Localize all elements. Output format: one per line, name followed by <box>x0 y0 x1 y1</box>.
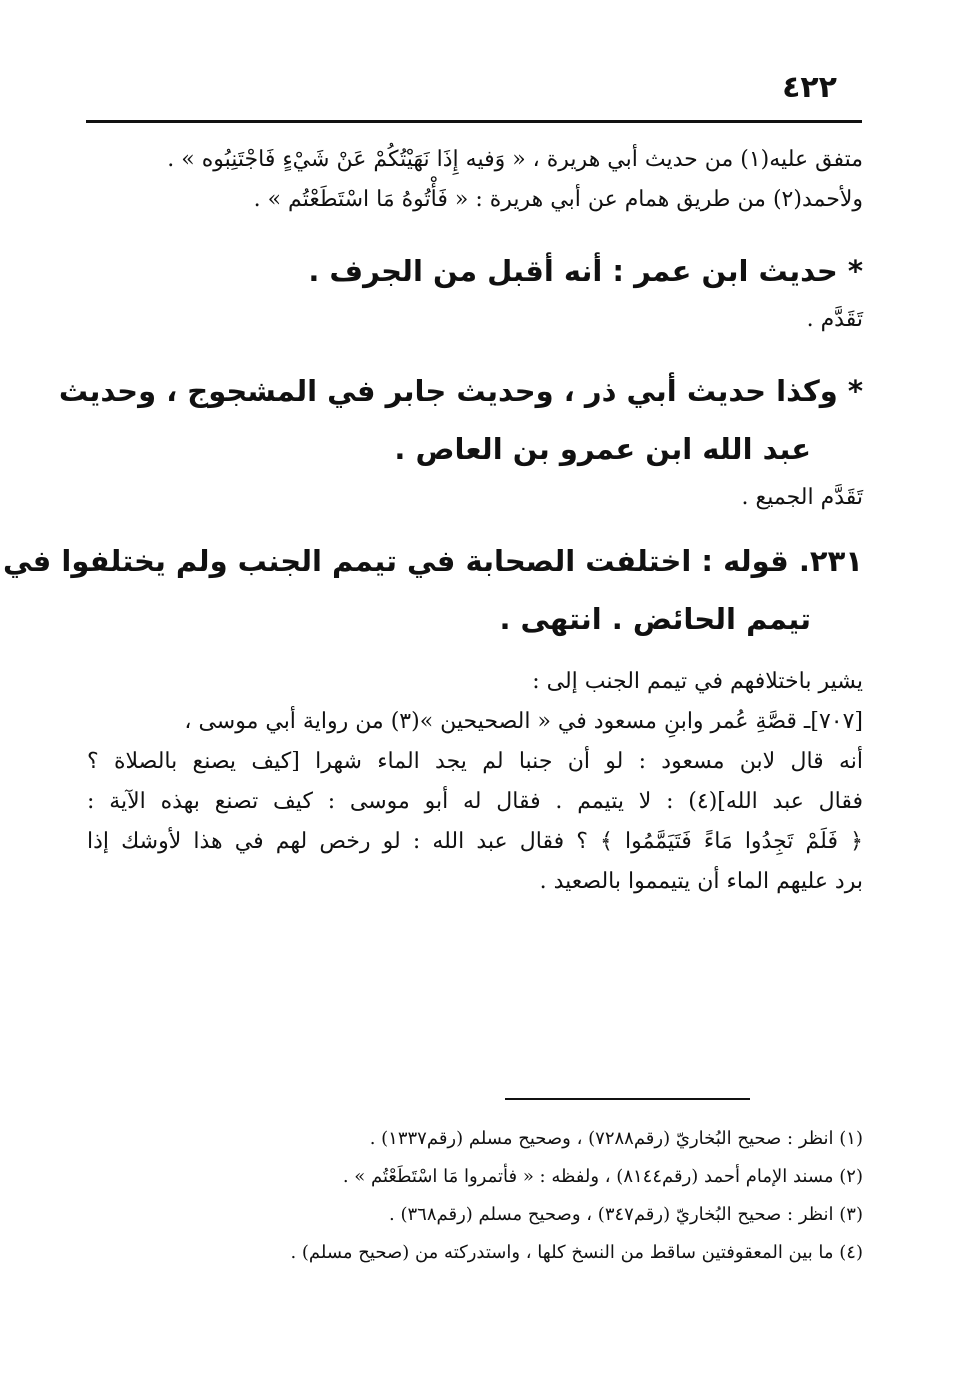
heading-231-cont: تيمم الحائض . انتهى . <box>499 602 811 636</box>
paragraph-line: [٧٠٧]ـ قصَّةِ عُمر وابنِ مسعود في « الصحيحين »(٣) من رواية أبي موسى ، <box>184 709 863 734</box>
note-taqaddam-all: تَقَدَّم الجميع . <box>741 485 863 510</box>
footnotes <box>87 1120 863 1272</box>
main-text <box>2 140 863 902</box>
paragraph-line: برد عليهم الماء أن يتيمموا بالصعيد . <box>539 869 863 894</box>
intro-line: متفق عليه(١) من حديث أبي هريرة ، « وَفيه إِذَا نَهَيْتُكُمْ عَنْ شَيْءٍ فَاجْتَنِبُوه » . <box>167 147 863 172</box>
note-taqaddam: تَقَدَّم . <box>806 307 863 332</box>
footnote-rule <box>505 1098 750 1100</box>
paragraph-line: يشير باختلافهم في تيمم الجنب إلى : <box>532 669 863 694</box>
heading-abi-dharr-cont: عبد الله ابن عمرو بن العاص . <box>394 432 811 466</box>
intro-line: ولأحمد(٢) من طريق همام عن أبي هريرة : « فَأْتُوهُ مَا اسْتَطَعْتُم » . <box>253 187 863 212</box>
footnote-2: (٢) مسند الإمام أحمد (رقم٨١٤٤) ، ولفظه : « فأتمروا مَا اسْتَطَعْتُم » . <box>342 1166 863 1187</box>
paragraph-line: أنه قال لابن مسعود : لو أن جنبا لم يجد الماء شهرا [كيف يصنع بالصلاة ؟ <box>87 749 863 774</box>
heading-ibn-umar: * حديث ابن عمر : أنه أقبل من الجرف . <box>308 254 863 288</box>
footnote-3: (٣) انظر : صحيح البُخاريّ (رقم٣٤٧) ، وصحيح مسلم (رقم٣٦٨) . <box>389 1204 863 1225</box>
heading-abi-dharr: * وكذا حديث أبي ذر ، وحديث جابر في المشجوج ، وحديث <box>58 374 863 408</box>
footnote-1: (١) انظر : صحيح البُخاريّ (رقم٧٢٨٨) ، وصحيح مسلم (رقم١٣٣٧) . <box>369 1128 863 1149</box>
paragraph-line: ﴿ فَلَمْ تَجِدُوا مَاءً فَتَيَمَّمُوا ﴾ ؟ فقال عبد الله : لو رخص لهم في هذا لأوشك إذا <box>87 829 863 854</box>
page-number: ٤٢٢ <box>782 70 837 105</box>
footnote-4: (٤) ما بين المعقوفتين ساقط من النسخ كلها ، واستدركته من (صحيح مسلم) . <box>290 1242 863 1263</box>
paragraph-line: فقال عبد الله](٤) : لا يتيمم . فقال له أبو موسى : كيف تصنع بهذه الآية : <box>87 789 863 814</box>
header-rule <box>86 120 862 123</box>
heading-231: ٢٣١. قوله : اختلفت الصحابة في تيمم الجنب ولم يختلفوا في <box>2 544 863 578</box>
